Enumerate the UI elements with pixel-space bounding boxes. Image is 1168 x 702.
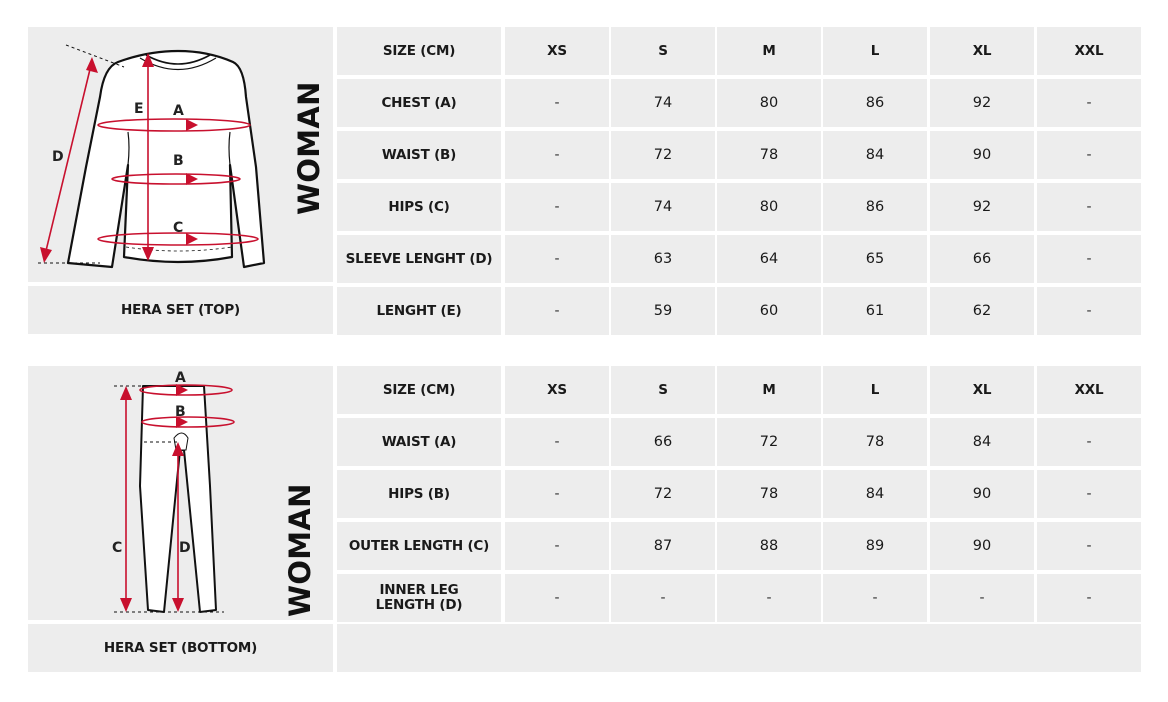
top-table-cell: 86: [823, 183, 927, 231]
bottom-table-cell: -: [823, 574, 927, 622]
top-size-col-0: XS: [505, 27, 609, 75]
bottom-garment-illustration-panel: [28, 366, 333, 620]
bottom-size-col-0: XS: [505, 366, 609, 414]
bottom-table-cell: 90: [930, 470, 1034, 518]
bottom-table-cell: -: [1037, 522, 1141, 570]
top-table-cell: -: [1037, 235, 1141, 283]
top-table-cell: 60: [717, 287, 821, 335]
bottom-table-cell: 90: [930, 522, 1034, 570]
measure-label-a: A: [173, 103, 184, 119]
bottom-size-col-1: S: [611, 366, 715, 414]
top-row-label: SLEEVE LENGHT (D): [337, 235, 501, 283]
top-table-cell: 62: [930, 287, 1034, 335]
bottom-size-col-3: L: [823, 366, 927, 414]
top-table-cell: 59: [611, 287, 715, 335]
gender-label-bottom: WOMAN: [283, 483, 317, 617]
bottom-table-cell: -: [1037, 574, 1141, 622]
top-row-label: LENGHT (E): [337, 287, 501, 335]
empty-footer-cell-bottom: [337, 624, 1141, 672]
bottom-table-cell: -: [1037, 470, 1141, 518]
bottom-table-cell: 78: [823, 418, 927, 466]
top-table-cell: -: [505, 79, 609, 127]
top-table-cell: 78: [717, 131, 821, 179]
product-name-bottom: HERA SET (BOTTOM): [28, 624, 333, 672]
top-table-cell: -: [505, 235, 609, 283]
bottom-size-col-5: XXL: [1037, 366, 1141, 414]
measure-label-c: C: [173, 220, 184, 236]
top-size-header: SIZE (CM): [337, 27, 501, 75]
top-table-cell: 84: [823, 131, 927, 179]
bottom-size-col-2: M: [717, 366, 821, 414]
top-table-cell: 64: [717, 235, 821, 283]
measure-label-d-bottom: D: [179, 540, 191, 556]
bottom-row-label: INNER LEG LENGTH (D): [337, 574, 501, 622]
top-size-col-5: XXL: [1037, 27, 1141, 75]
top-table-cell: -: [1037, 131, 1141, 179]
top-table-cell: 63: [611, 235, 715, 283]
measure-label-b-bottom: B: [175, 404, 186, 420]
top-table-cell: -: [1037, 79, 1141, 127]
bottom-row-label: HIPS (B): [337, 470, 501, 518]
top-table-cell: -: [505, 131, 609, 179]
top-size-col-4: XL: [930, 27, 1034, 75]
top-table-cell: 74: [611, 183, 715, 231]
bottom-table-cell: 78: [717, 470, 821, 518]
top-row-label: CHEST (A): [337, 79, 501, 127]
top-table-cell: -: [505, 183, 609, 231]
measure-label-e: E: [134, 101, 144, 117]
measure-label-c-bottom: C: [112, 540, 123, 556]
bottom-table-cell: -: [505, 470, 609, 518]
top-table-cell: 80: [717, 183, 821, 231]
top-table-cell: 72: [611, 131, 715, 179]
bottom-table-cell: -: [505, 574, 609, 622]
top-table-cell: 66: [930, 235, 1034, 283]
top-table-cell: -: [1037, 183, 1141, 231]
measure-label-b: B: [173, 153, 184, 169]
long-sleeve-top-diagram-icon: [28, 27, 333, 282]
measure-label-a-bottom: A: [175, 370, 186, 386]
top-size-col-1: S: [611, 27, 715, 75]
bottom-table-cell: -: [611, 574, 715, 622]
bottom-table-cell: -: [505, 522, 609, 570]
top-row-label: WAIST (B): [337, 131, 501, 179]
bottom-table-cell: 66: [611, 418, 715, 466]
top-size-col-2: M: [717, 27, 821, 75]
top-table-cell: 80: [717, 79, 821, 127]
bottom-table-cell: 72: [717, 418, 821, 466]
bottom-size-col-4: XL: [930, 366, 1034, 414]
top-table-cell: -: [1037, 287, 1141, 335]
bottom-size-header: SIZE (CM): [337, 366, 501, 414]
top-table-cell: 92: [930, 79, 1034, 127]
bottom-row-label: WAIST (A): [337, 418, 501, 466]
bottom-row-label: OUTER LENGTH (C): [337, 522, 501, 570]
top-table-cell: -: [505, 287, 609, 335]
top-row-label: HIPS (C): [337, 183, 501, 231]
bottom-table-cell: 87: [611, 522, 715, 570]
bottom-table-cell: -: [717, 574, 821, 622]
bottom-table-cell: 84: [823, 470, 927, 518]
product-name-top: HERA SET (TOP): [28, 286, 333, 334]
bottom-table-cell: -: [505, 418, 609, 466]
top-table-cell: 90: [930, 131, 1034, 179]
bottom-table-cell: 84: [930, 418, 1034, 466]
bottom-table-cell: 89: [823, 522, 927, 570]
top-table-cell: 86: [823, 79, 927, 127]
bottom-table-cell: 88: [717, 522, 821, 570]
gender-label-top: WOMAN: [292, 81, 326, 215]
measure-label-d: D: [52, 149, 64, 165]
top-table-cell: 92: [930, 183, 1034, 231]
bottom-table-cell: -: [1037, 418, 1141, 466]
top-size-col-3: L: [823, 27, 927, 75]
top-table-cell: 61: [823, 287, 927, 335]
bottom-table-cell: -: [930, 574, 1034, 622]
bottom-table-cell: 72: [611, 470, 715, 518]
top-table-cell: 74: [611, 79, 715, 127]
top-table-cell: 65: [823, 235, 927, 283]
top-garment-illustration-panel: [28, 27, 333, 282]
